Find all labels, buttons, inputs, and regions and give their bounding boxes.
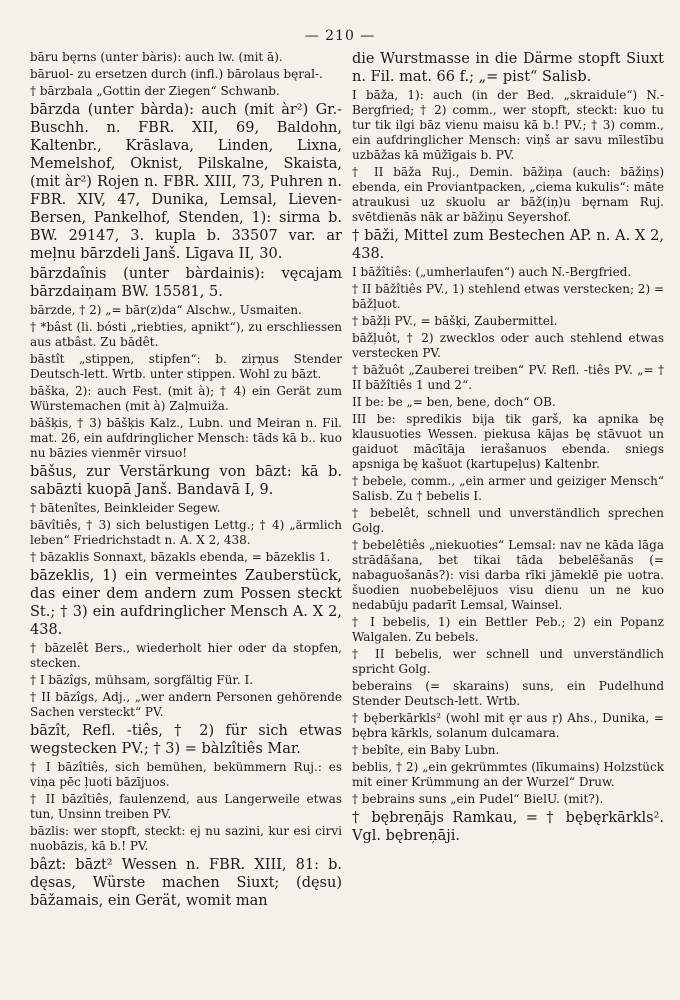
dictionary-entry-bebrenajs: † bębreņājs Ramkau, = † bębęrkārkls². Vgl. bębreņāji. bbox=[352, 810, 664, 844]
dictionary-entry-bebite: † bebîte, ein Baby Lubn. bbox=[352, 743, 500, 757]
dictionary-entry-bast: † *bâst (li. bósti „riebties, apnikt“), zu erschliessen aus atbâst. Zu bādêt. bbox=[30, 320, 342, 349]
page-number: — 210 — bbox=[304, 28, 376, 44]
dictionary-entry-bazit: bāzît, Refl. -tiês, † 2) für sich etwas wegstecken PV.; † 3) = bàlzîtiês Mar. bbox=[30, 723, 342, 757]
dictionary-entry-bebelet: † bebelêt, schnell und unverständlich sprechen Golg. bbox=[352, 506, 664, 535]
dictionary-entry-beberkarkls: † bęberkārkls² (wohl mit ęr aus ŗ) Ahs., Dunika, = bębra kārkls, solanum dulcamara. bbox=[352, 711, 664, 740]
dictionary-entry-cont: die Wurstmasse in die Därme stopft Siuxt n. Fil. mat. 66 f.; „= pist“ Salisb. bbox=[352, 51, 664, 85]
dictionary-entry-barzbala: † bārzbala „Gottin der Ziegen“ Schwanb. bbox=[30, 84, 280, 98]
dictionary-entry-bazlis: bāzlis: wer stopft, steckt: ej nu sazini, kur esi cirvi nuobāzis, kā b.! PV. bbox=[30, 824, 342, 853]
dictionary-entry-be1: II be: be „= ben, bene, doch“ OB. bbox=[352, 395, 556, 409]
dictionary-entry-basus: bāšus, zur Verstärkung von bāzt: kā b. sabāzti kuopā Janš. Bandavā I, 9. bbox=[30, 464, 342, 498]
dictionary-entry-bebrains: † bebrains suns „ein Pudel“ BielU. (mit?). bbox=[352, 792, 604, 806]
dictionary-entry-bazelet: † bāzelêt Bers., wiederholt hier oder da stopfen, stecken. bbox=[30, 641, 342, 670]
dictionary-entry-baza2: † II bāža Ruj., Demin. bāžiņa (auch: bāžiņs) ebenda, ein Proviantpacken, „ciema kukulis“: māte atraukusi uz skuolu ar bāž(iņ)u bęrnam Ruj. svētdienās nāk ar bāžiņu Seyershof. bbox=[352, 165, 664, 224]
dictionary-entry-batenites: † bātenîtes, Beinkleider Segew. bbox=[30, 501, 221, 515]
dictionary-entry-bavities: bāvîtiês, † 3) sich belustigen Lettg.; † 4) „ärmlich leben“ Friedrichstadt n. A. X 2, 438. bbox=[30, 518, 342, 547]
dictionary-entry-bazigs1: † I bāzîgs, mühsam, sorgfältig Für. I. bbox=[30, 673, 254, 687]
dictionary-entry-bastit: bāstît „stippen, stipfen“: b. ziŗņus Stender Deutsch-lett. Wrtb. unter stippen. Wohl zu bāzt. bbox=[30, 352, 342, 381]
dictionary-entry-baru: bāru bęrns (unter bàris): auch lw. (mit ā). bbox=[30, 50, 283, 64]
dictionary-entry-bebeleties: † bebelêtiês „niekuoties“ Lemsal: nav ne kāda lāga strādāšana, bet tikai tāda bebelēšanās (= nabaguošanās?): visi darba rīki jāmeklē pie uotra. šuodien nuobebelējuos visu dienu un ne kuo nedabūju padarīt Lemsal, Wainsel. bbox=[352, 538, 664, 612]
dictionary-entry-bazluot: bāžļuôt, † 2) zwecklos oder auch stehlend etwas verstecken PV. bbox=[352, 331, 664, 360]
dictionary-entry-bazt: bâzt: bāzt² Wessen n. FBR. XIII, 81: b. dęsas, Würste machen Siuxt; (dęsu) bāžamais, ein Gerät, womit man bbox=[30, 857, 342, 909]
dictionary-entry-bazaklis: † bāzaklis Sonnaxt, bāzakls ebenda, = bāzeklis 1. bbox=[30, 550, 331, 564]
dictionary-entry-bazeklis: bāzeklis, 1) ein vermeintes Zauberstück, das einer dem andern zum Possen steckt St.; † 3) ein aufdringlicher Mensch A. X 2, 438. bbox=[30, 568, 342, 638]
dictionary-entry-beblis: beblis, † 2) „ein gekrümmtes (līkumains) Holzstück mit einer Krümmung an der Wurzel“ Druw. bbox=[352, 760, 664, 789]
dictionary-entry-baska: bāška, 2): auch Fest. (mit à); † 4) ein Gerät zum Würstemachen (mit à) Zaļmuiža. bbox=[30, 384, 342, 413]
dictionary-entry-bazities2: † II bāzîtiês, faulenzend, aus Langerweile etwas tun, Unsinn treiben PV. bbox=[30, 792, 342, 821]
dictionary-entry-bazities4: † II bāžîtiês PV., 1) stehlend etwas verstecken; 2) = bāžļuot. bbox=[352, 282, 664, 311]
dictionary-entry-bazities3: I bāžîtiês: („umherlaufen“) auch N.-Bergfried. bbox=[352, 265, 632, 279]
dictionary-entry-bazities1: † I bāzîtiês, sich bemühen, bekümmern Ruj.: es viņa pēc ļuoti bāzījuos. bbox=[30, 760, 342, 789]
dictionary-entry-bebelis1: † I bebelis, 1) ein Bettler Peb.; 2) ein Popanz Walgalen. Zu bebels. bbox=[352, 615, 664, 644]
dictionary-entry-bazigs2: † II bāzîgs, Adj., „wer andern Personen gehörende Sachen versteckt“ PV. bbox=[30, 690, 342, 719]
dictionary-entry-bebele: † bebele, comm., „ein armer und geiziger Mensch“ Salisb. Zu † bebelis I. bbox=[352, 474, 664, 503]
right-column bbox=[352, 50, 664, 847]
dictionary-entry-bazuot: † bāžuôt „Zauberei treiben“ PV. Refl. -tiês PV. „= † II bāžîtiês 1 und 2“. bbox=[352, 363, 664, 392]
dictionary-entry-baruol: bāruol- zu ersetzen durch (infl.) bārolaus bęral-. bbox=[30, 67, 323, 81]
dictionary-entry-baza1: I bāža, 1): auch (in der Bed. „skraidule“) N.-Bergfried; † 2) comm., wer stopft, steckt: kuo tu tur tik ilgi bāz vienu maisu kā b.! PV.; † 3) comm., ein aufdringlicher Mensch: viņš ar savu mīlestību uzbāžas kā mūžīgais b. PV. bbox=[352, 88, 664, 162]
dictionary-entry-barzda: bārzda (unter bàrda): auch (mit àr²) Gr.-Buschh. n. FBR. XII, 69, Baldohn, Kaltenbr., Krāslava, Linden, Lixna, Memelshof, Oknist, Pilskalne, Skaista, (mit àr²) Rojen n. FBR. XIII, 73, Puhren n. FBR. XIV, 47, Dunika, Lemsal, Lieven-Bersen, Pankelhof, Stenden, 1): sirma b. BW. 29147, 3. kupla b. 33507 var. ar mel̦nu bārzdeli Janš. Līgava II, 30. bbox=[30, 102, 342, 262]
dictionary-entry-baskis: bāšķis, † 3) bāšķis Kalz., Lubn. und Meiran n. Fil. mat. 26, ein aufdringlicher Mensch: tāds kā b.. kuo nu bāzies vienmēr virsuo! bbox=[30, 416, 342, 460]
dictionary-entry-barzdainis: bārzdaînis (unter bàrdainis): vęcajam bārzdaiņam BW. 15581, 5. bbox=[30, 266, 342, 300]
dictionary-entry-bazi: † bāži, Mittel zum Bestechen AP. n. A. X 2, 438. bbox=[352, 228, 664, 262]
left-column bbox=[30, 50, 342, 912]
dictionary-entry-beberains: beberains (= skarains) suns, ein Pudelhund Stender Deutsch-lett. Wrtb. bbox=[352, 679, 664, 708]
dictionary-entry-be2: III be: spredikis bija tik garš, ka apnika bę klausuoties Wessen. piekusa kājas bę stāvuot un gaiduot mācītāja ierašanuos ebenda. sniegs apsniga bę kašuot (kartupeļus) Kaltenbr. bbox=[352, 412, 664, 471]
dictionary-entry-bazi2: † bāžļi PV., = bāšķi, Zaubermittel. bbox=[352, 314, 558, 328]
dictionary-entry-bebelis2: † II bebelis, wer schnell und unverständlich spricht Golg. bbox=[352, 647, 664, 676]
dictionary-entry-barzde: bārzde, † 2) „= bār(z)da“ Alschw., Usmaiten. bbox=[30, 303, 302, 317]
